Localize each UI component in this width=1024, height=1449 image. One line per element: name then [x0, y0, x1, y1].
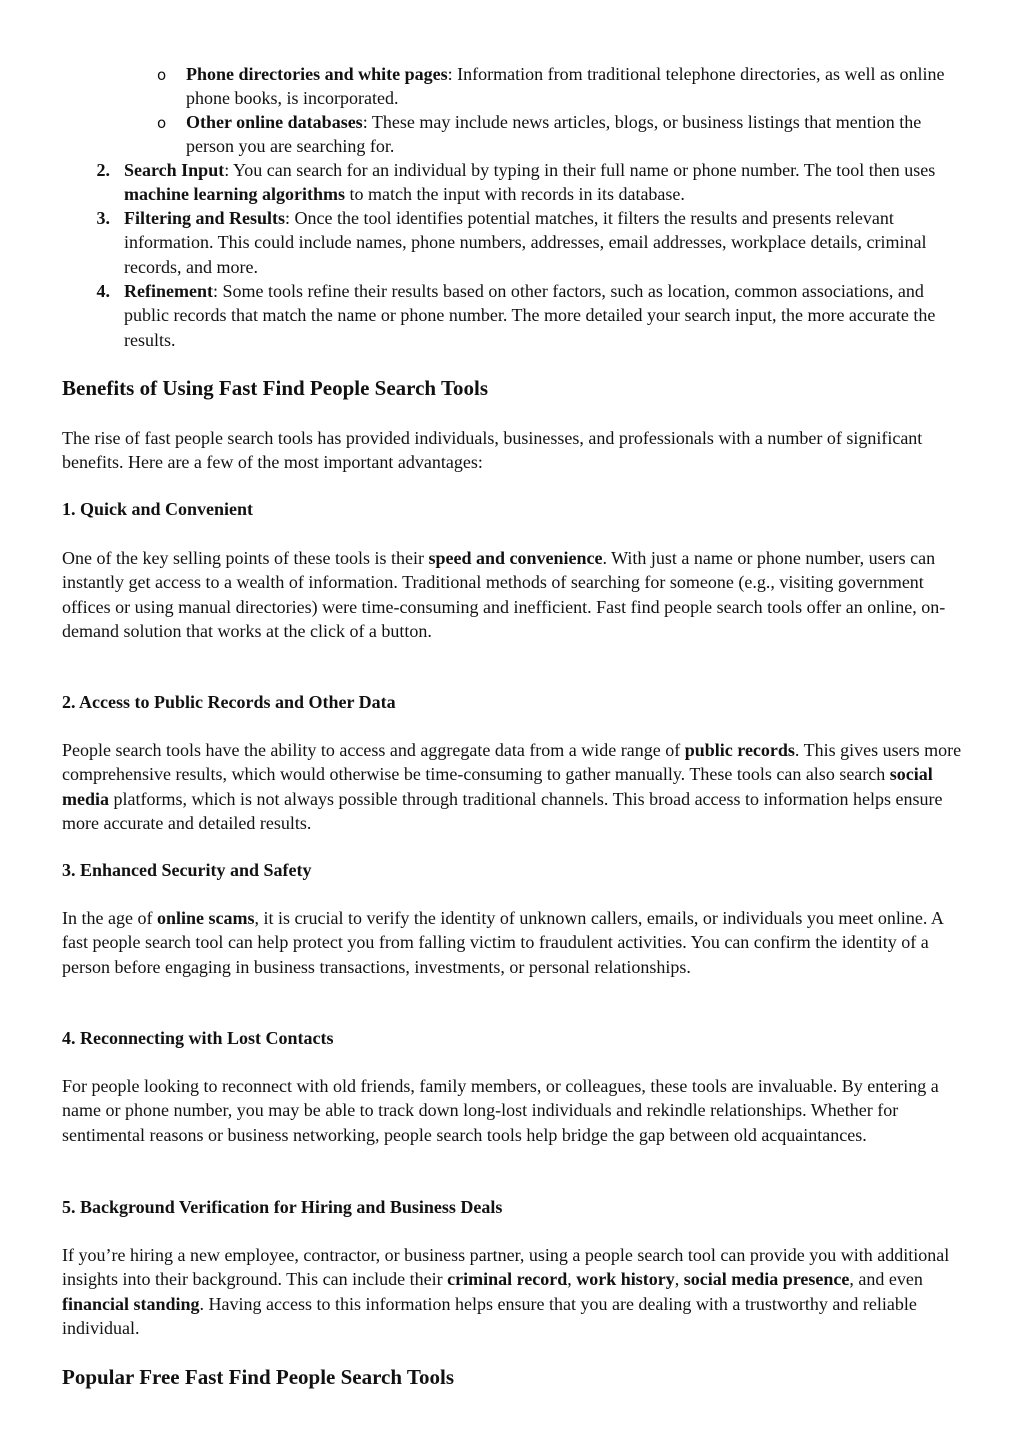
text-run: One of the key selling points of these tools is their — [62, 548, 429, 568]
list-text: : Some tools refine their results based on other factors, such as location, common associations, and public records that match the name or phone number. The more detailed your search input, the more accurate the results. — [124, 281, 936, 350]
paragraph: The rise of fast people search tools has provided individuals, businesses, and professionals with a number of significant benefits. Here are a few of the most important advantages: — [62, 428, 923, 473]
sub-list-term: Phone directories and white pages — [186, 64, 448, 84]
sub-bullet-marker: o — [157, 114, 167, 132]
sub-list-term: Other online databases — [186, 112, 363, 132]
bold-run: social media presence — [683, 1269, 850, 1290]
list-bold: machine learning algorithms — [124, 184, 345, 205]
bold-run: work history — [576, 1269, 675, 1290]
list-item — [124, 279, 954, 352]
section-heading: Popular Free Fast Find People Search Tools — [62, 1365, 455, 1389]
text-run: , and even — [849, 1269, 923, 1290]
text-run: , it is crucial to verify the identity of unknown callers, emails, or individuals you meet online. A fast people search tool can help protect you from falling victim to fraudulent activities. You can confirm the identity of a person before engaging in business transactions, investments, or personal relationships. — [62, 908, 943, 977]
text-run: If you’re hiring a new employee, contractor, or business partner, using a people search tool can provide you with additional insights into their background. This can include their — [62, 1245, 950, 1290]
sub-list-text: : Information from traditional telephone directories, as well as online phone books, is incorporated. — [186, 64, 945, 109]
paragraph — [62, 1243, 962, 1340]
list-term: Filtering and Results — [124, 208, 286, 228]
subheading: 5. Background Verification for Hiring and Business Deals — [62, 1197, 503, 1217]
text-run: , — [674, 1269, 684, 1290]
text-run: . Having access to this information helps ensure that you are dealing with a trustworthy and reliable individual. — [62, 1293, 917, 1338]
text-run: People search tools have the ability to access and aggregate data from a wide range of — [62, 740, 685, 760]
list-text: : Once the tool identifies potential matches, it filters the results and presents relevant information. This could include names, phone numbers, addresses, email addresses, workplace details, criminal records, and more. — [124, 208, 927, 277]
text-run: platforms, which is not always possible through traditional channels. This broad access to information helps ensure more accurate and detailed results. — [62, 788, 943, 833]
sub-list-text: : These may include news articles, blogs, or business listings that mention the person you are searching for. — [186, 112, 922, 157]
sub-list-item — [186, 110, 956, 159]
bold-run: speed and convenience — [428, 548, 603, 568]
paragraph: For people looking to reconnect with old friends, family members, or colleagues, these tools are invaluable. By entering a name or phone number, you may be able to track down long-lost individuals and rekindle relationships. Whether for sentimental reasons or business networking, people search tools help bridge the gap between old acquaintances. — [62, 1076, 939, 1145]
text-run: . With just a name or phone number, users can instantly get access to a wealth of information. Traditional methods of searching for someone (e.g., visiting government offices or using manual directories) were time-consuming and inefficient. Fast find people search tools offer an online, on-demand solution that works at the click of a button. — [62, 548, 946, 641]
bold-run: public records — [684, 740, 795, 760]
sub-list-item — [186, 62, 956, 111]
subheading: 4. Reconnecting with Lost Contacts — [62, 1028, 334, 1048]
list-term: Refinement — [124, 281, 213, 301]
bold-run: online scams — [156, 908, 255, 928]
paragraph — [62, 546, 962, 643]
list-item — [124, 158, 954, 207]
paragraph — [62, 738, 962, 835]
subheading: 1. Quick and Convenient — [62, 499, 254, 519]
text-run: In the age of — [62, 908, 157, 928]
list-term: Search Input — [124, 160, 225, 180]
bold-run: criminal record — [447, 1269, 568, 1290]
paragraph — [62, 906, 962, 979]
list-number: 3. — [96, 208, 110, 228]
text-run: , — [567, 1269, 577, 1290]
bold-run: financial standing — [62, 1293, 200, 1314]
sub-bullet-marker: o — [157, 66, 167, 84]
list-number: 2. — [96, 160, 110, 180]
list-text: to match the input with records in its database. — [345, 184, 685, 205]
subheading: 2. Access to Public Records and Other Data — [62, 692, 396, 712]
section-heading: Benefits of Using Fast Find People Search Tools — [62, 376, 489, 400]
list-item — [124, 206, 954, 279]
list-text: : You can search for an individual by typing in their full name or phone number. The tool then uses — [224, 160, 936, 180]
bold-run: social media — [62, 764, 933, 809]
subheading: 3. Enhanced Security and Safety — [62, 860, 312, 880]
list-number: 4. — [96, 281, 110, 301]
text-run: . This gives users more comprehensive results, which would otherwise be time-consuming to gather manually. These tools can also search — [62, 740, 962, 785]
